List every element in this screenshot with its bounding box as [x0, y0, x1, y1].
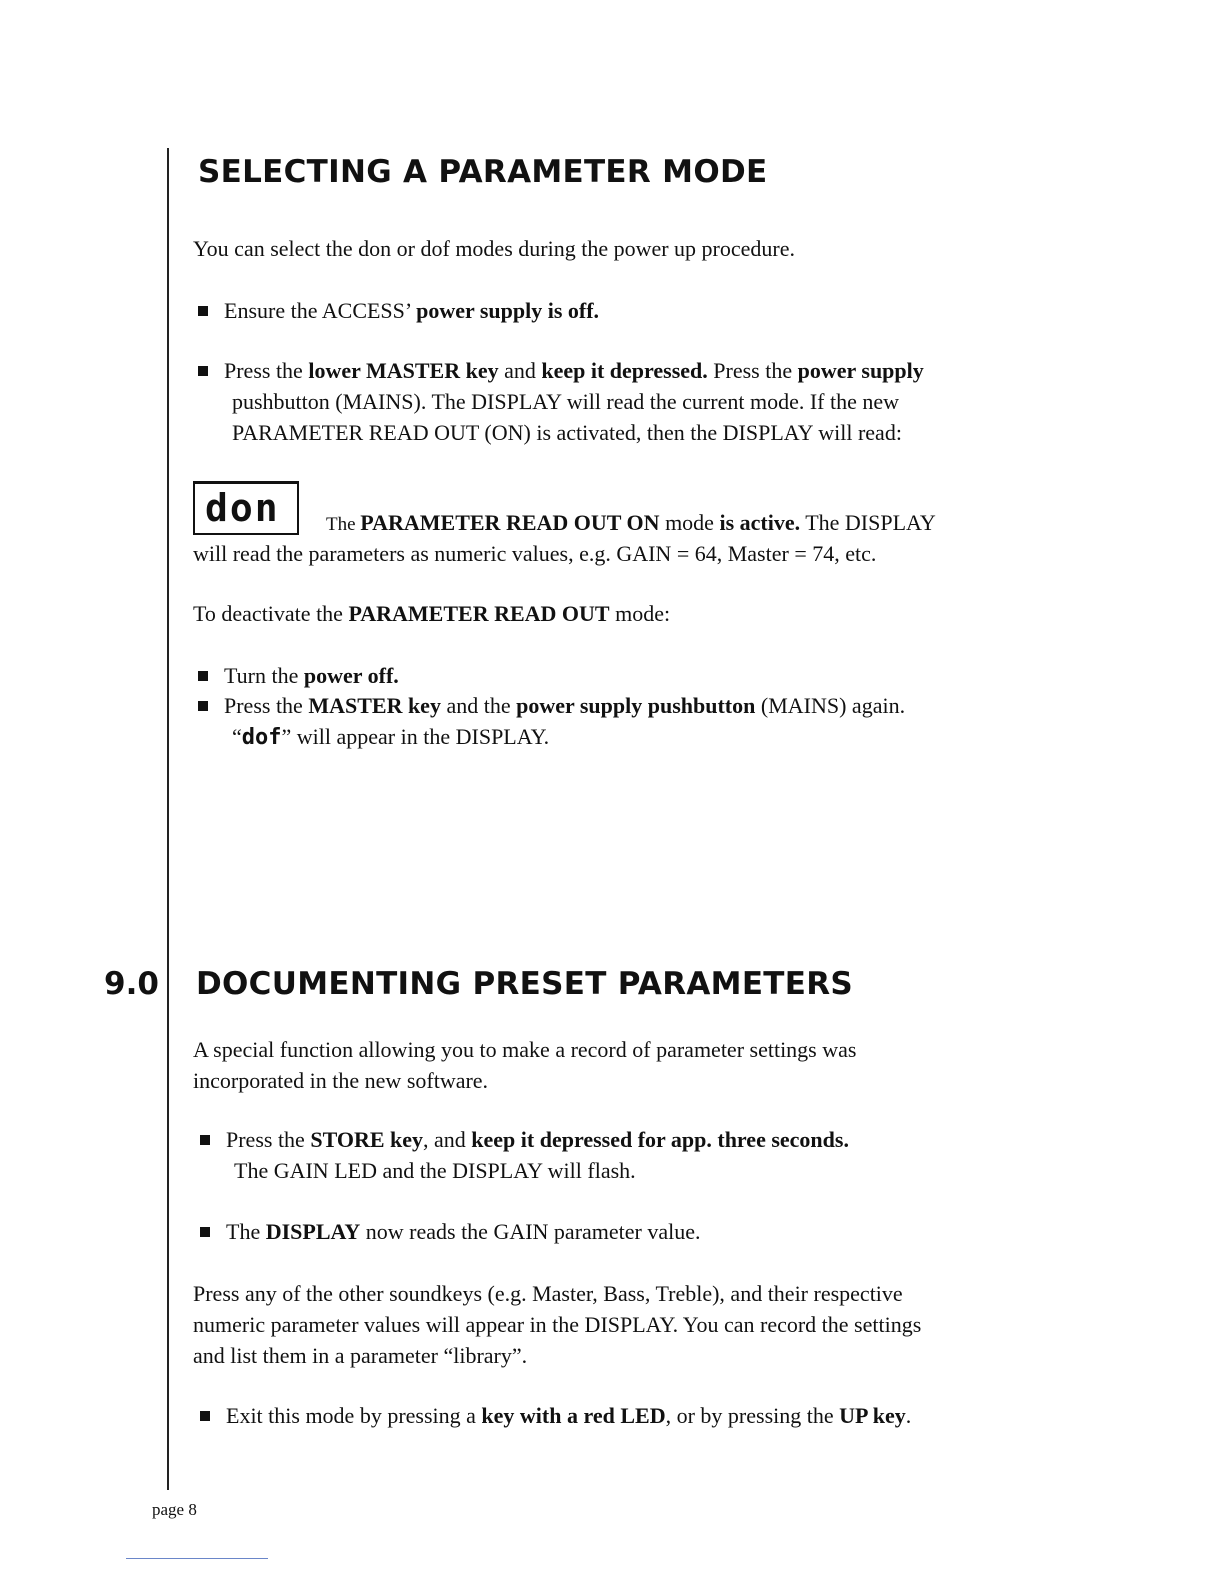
don-description-line1: The PARAMETER READ OUT ON mode is active. The DISPLAY	[326, 510, 936, 535]
bullet-square-icon	[198, 366, 208, 376]
display-readout-box	[193, 481, 299, 535]
deactivate-text: To deactivate the PARAMETER READ OUT mode:	[193, 601, 671, 626]
don-description-line2: will read the parameters as numeric values, e.g. GAIN = 64, Master = 74, etc.	[193, 541, 877, 566]
footer-rule	[126, 1558, 268, 1559]
bullet-square-icon	[200, 1135, 210, 1145]
section-heading-documenting: DOCUMENTING PRESET PARAMETERS	[196, 966, 854, 1002]
list-item-turn-power-off: Turn the power off.	[198, 660, 399, 691]
list-item-power-off: Ensure the ACCESS’ power supply is off.	[198, 295, 599, 326]
bullet-square-icon	[200, 1411, 210, 1421]
display-readout-text: don	[205, 486, 280, 530]
list-item-exit-mode: Exit this mode by pressing a key with a red LED, or by pressing the UP key.	[200, 1400, 911, 1431]
section-heading-parameter-mode: SELECTING A PARAMETER MODE	[198, 154, 768, 190]
margin-rule	[167, 148, 169, 1490]
section-number: 9.0	[104, 966, 159, 1002]
list-item-press-master-again: Press the MASTER key and the power supply pushbutton (MAINS) again. “dof” will appear in the DISPLAY.	[198, 690, 905, 753]
intro-text: You can select the don or dof modes during the power up procedure.	[193, 236, 796, 261]
section2-paragraph: Press any of the other soundkeys (e.g. Master, Bass, Treble), and their respective numeric parameter values will appear in the DISPLAY. You can record the settings and list them in a parameter “library”.	[193, 1281, 922, 1368]
bullet-square-icon	[198, 671, 208, 681]
list-item-display-reads: The DISPLAY now reads the GAIN parameter value.	[200, 1216, 701, 1247]
bullet-square-icon	[200, 1227, 210, 1237]
bullet-square-icon	[198, 306, 208, 316]
list-item-press-master: Press the lower MASTER key and keep it depressed. Press the power supply pushbutton (MAINS). The DISPLAY will read the current mode. If the new PARAMETER READ OUT (ON) is activated, then the DISPLAY will read:	[198, 355, 924, 448]
section2-intro: A special function allowing you to make a record of parameter settings was incorporated in the new software.	[193, 1037, 857, 1093]
list-item-press-store: Press the STORE key, and keep it depressed for app. three seconds. The GAIN LED and the DISPLAY will flash.	[200, 1124, 849, 1186]
dof-display-text: dof	[241, 725, 282, 750]
bullet-square-icon	[198, 701, 208, 711]
page-number: page 8	[152, 1500, 197, 1519]
